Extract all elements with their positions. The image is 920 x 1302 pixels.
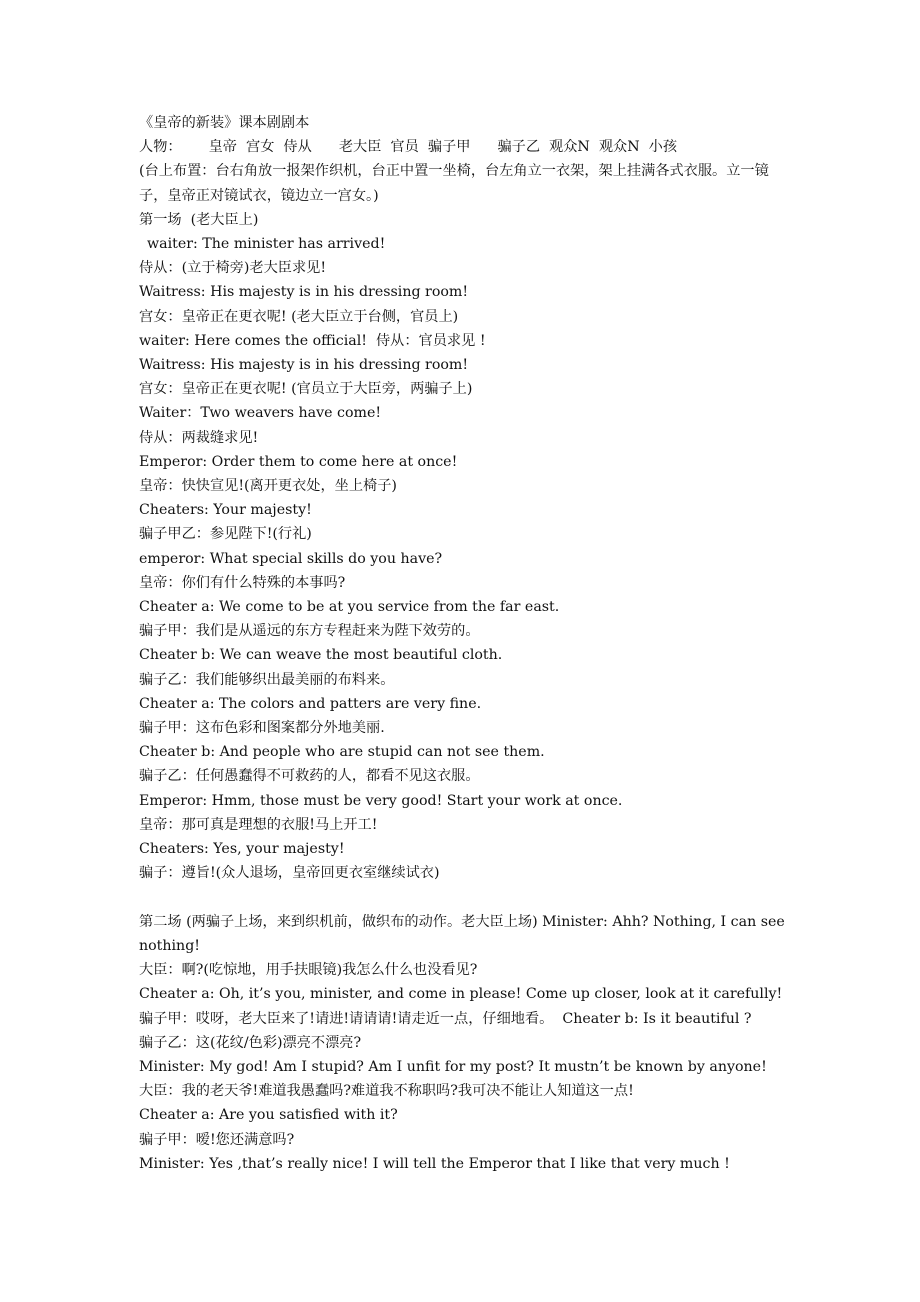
script-line: 骗子：遵旨!(众人退场，皇帝回更衣室继续试衣) bbox=[139, 865, 440, 882]
script-line: 骗子甲：嗳!您还满意吗? bbox=[139, 1131, 295, 1148]
script-line: 骗子甲：我们是从遥远的东方专程赶来为陛下效劳的。 bbox=[139, 623, 480, 640]
script-line: 大臣：啊?(吃惊地，用手扶眼镜)我怎么什么也没看见? bbox=[139, 962, 478, 979]
script-line: 宫女：皇帝正在更衣呢! (老大臣立于台侧，官员上) bbox=[139, 308, 459, 325]
script-line: Cheater a: Are you satisfied with it? bbox=[139, 1107, 398, 1124]
script-line: 骗子甲：这布色彩和图案都分外地美丽. bbox=[139, 720, 385, 737]
script-line: Cheater a: We come to be at you service from the far east. bbox=[139, 599, 560, 616]
script-line: Cheaters: Your majesty! bbox=[139, 502, 312, 519]
scene-heading: 第二场 (两骗子上场，来到织机前，做织布的动作。老大臣上场) Minister: Ahh? Nothing, I can see nothing! bbox=[139, 913, 785, 954]
script-line: 皇帝：那可真是理想的衣服!马上开工! bbox=[139, 816, 378, 833]
stage-setup: (台上布置：台右角放一报架作织机，台正中置一坐椅，台左角立一衣架，架上挂满各式衣服。立一镜子，皇帝正对镜试衣，镜边立一宫女。) bbox=[139, 163, 769, 204]
script-line: 皇帝：快快宣见!(离开更衣处，坐上椅子) bbox=[139, 478, 397, 495]
document-title: 《皇帝的新装》课本剧剧本 bbox=[139, 115, 310, 131]
script-line: 骗子乙：这(花纹/色彩)漂亮不漂亮? bbox=[139, 1034, 362, 1051]
script-line: 皇帝：你们有什么特殊的本事吗? bbox=[139, 574, 346, 591]
script-line: Minister: My god! Am I stupid? Am I unfit for my post? It mustn’t be known by anyone! bbox=[139, 1058, 767, 1075]
script-line: Cheater a: The colors and patters are very fine. bbox=[139, 695, 482, 712]
script-line: Cheater b: We can weave the most beautiful cloth. bbox=[139, 647, 503, 664]
script-line: Emperor: Hmm, those must be very good! Start your work at once. bbox=[139, 792, 623, 809]
script-line: Emperor: Order them to come here at once! bbox=[139, 453, 458, 470]
script-line: 侍从：两裁缝求见! bbox=[139, 429, 259, 446]
script-line: waiter: Here comes the official! 侍从：官员求见 ! bbox=[139, 332, 486, 349]
scene-heading: 第一场 (老大臣上) bbox=[139, 211, 259, 228]
script-line: Minister: Yes ,that’s really nice! I will tell the Emperor that I like that very much ! bbox=[139, 1155, 730, 1172]
script-line: 宫女：皇帝正在更衣呢! (官员立于大臣旁，两骗子上) bbox=[139, 381, 473, 398]
script-line: 侍从：(立于椅旁)老大臣求见! bbox=[139, 260, 327, 277]
script-line: 骗子甲：哎呀，老大臣来了!请进!请请请!请走近一点，仔细地看。 Cheater b: Is it beautiful ? bbox=[139, 1010, 752, 1027]
script-line: Waiter：Two weavers have come! bbox=[139, 405, 382, 422]
script-line: emperor: What special skills do you have? bbox=[139, 550, 443, 567]
script-line: 骗子乙：任何愚蠢得不可救药的人，都看不见这衣服。 bbox=[139, 768, 480, 785]
script-line: waiter: The minister has arrived! bbox=[147, 236, 386, 253]
characters-line: 人物： 皇帝 宫女 侍从 老大臣 官员 骗子甲 骗子乙 观众N 观众N 小孩 bbox=[139, 139, 678, 156]
script-line: 骗子乙：我们能够织出最美丽的布料来。 bbox=[139, 671, 395, 688]
script-line: Cheater a: Oh, it’s you, minister, and come in please! Come up closer, look at it carefully! bbox=[139, 986, 783, 1003]
paragraph-gap bbox=[139, 886, 789, 910]
script-line: Waitress: His majesty is in his dressing room! bbox=[139, 284, 469, 301]
script-line: Waitress: His majesty is in his dressing room! bbox=[139, 357, 469, 374]
script-body bbox=[139, 111, 789, 1176]
script-line: Cheaters: Yes, your majesty! bbox=[139, 841, 345, 858]
script-line: Cheater b: And people who are stupid can not see them. bbox=[139, 744, 545, 761]
script-line: 大臣：我的老天爷!难道我愚蠢吗?难道我不称职吗?我可决不能让人知道这一点! bbox=[139, 1083, 634, 1100]
script-line: 骗子甲乙：参见陛下!(行礼) bbox=[139, 526, 312, 543]
